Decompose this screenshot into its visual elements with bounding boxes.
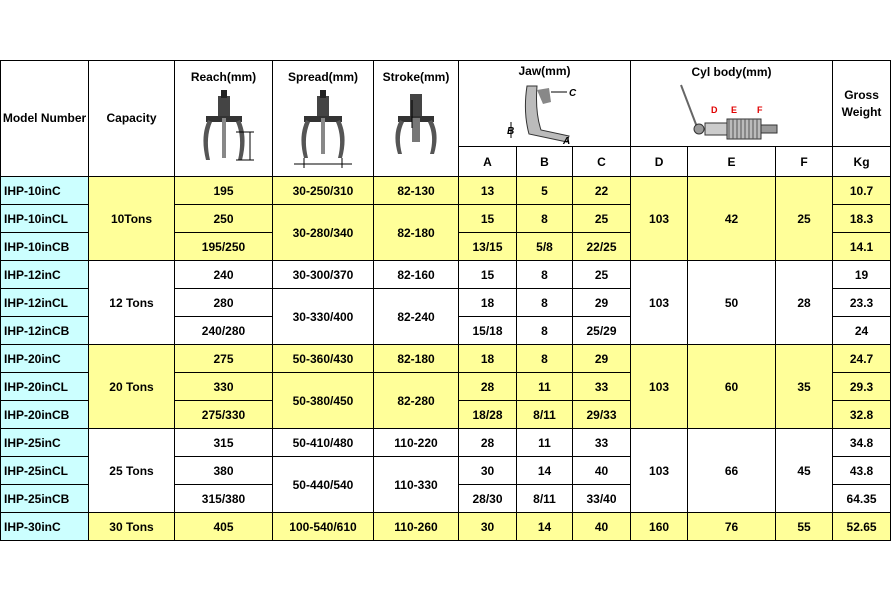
weight-cell: 10.7 — [833, 177, 891, 205]
jaw-b-cell: 5/8 — [517, 233, 573, 261]
jaw-label-c: C — [568, 88, 576, 99]
stroke-cell: 82-180 — [374, 205, 459, 261]
jaw-b-cell: 8 — [517, 289, 573, 317]
table-row — [1, 345, 891, 373]
reach-cell: 380 — [175, 457, 273, 485]
header-capacity-label: Capacity — [106, 111, 157, 125]
subheader-e: E — [688, 147, 776, 177]
jaw-label-a: A — [562, 136, 570, 147]
jaw-a-cell: 28 — [459, 373, 517, 401]
jaw-b-cell: 8 — [517, 317, 573, 345]
jaw-a-cell: 28/30 — [459, 485, 517, 513]
model-cell: IHP-10inCL — [1, 205, 89, 233]
cyl-f-cell: 28 — [776, 261, 833, 345]
jaw-a-cell: 18/28 — [459, 401, 517, 429]
reach-cell: 250 — [175, 205, 273, 233]
model-cell: IHP-20inC — [1, 345, 89, 373]
spread-cell: 30-250/310 — [273, 177, 374, 205]
jaw-c-cell: 25/29 — [573, 317, 631, 345]
cyl-e-cell: 60 — [688, 345, 776, 429]
header-reach-label: Reach(mm) — [190, 70, 257, 84]
reach-cell: 240 — [175, 261, 273, 289]
jaw-a-cell: 30 — [459, 513, 517, 541]
jaw-a-cell: 13/15 — [459, 233, 517, 261]
spread-cell: 50-410/480 — [273, 429, 374, 457]
stroke-cell: 110-260 — [374, 513, 459, 541]
jaw-c-cell: 40 — [573, 513, 631, 541]
spec-table — [0, 60, 891, 541]
jaw-c-cell: 33 — [573, 429, 631, 457]
jaw-a-cell: 13 — [459, 177, 517, 205]
stroke-cell: 82-240 — [374, 289, 459, 345]
subheader-a: A — [459, 147, 517, 177]
jaw-c-cell: 40 — [573, 457, 631, 485]
model-cell: IHP-20inCB — [1, 401, 89, 429]
jaw-b-cell: 11 — [517, 373, 573, 401]
jaw-c-cell: 29 — [573, 345, 631, 373]
header-model — [1, 61, 89, 177]
cyl-e-cell: 42 — [688, 177, 776, 261]
jaw-a-cell: 18 — [459, 289, 517, 317]
cylinder-diagram-icon — [677, 83, 787, 145]
table-row — [1, 177, 891, 205]
weight-cell: 23.3 — [833, 289, 891, 317]
reach-cell: 330 — [175, 373, 273, 401]
header-capacity — [89, 61, 175, 177]
model-cell: IHP-20inCL — [1, 373, 89, 401]
cyl-label-f: F — [756, 105, 763, 115]
jaw-c-cell: 33 — [573, 373, 631, 401]
header-row — [1, 61, 891, 147]
subheader-d: D — [631, 147, 688, 177]
weight-cell: 18.3 — [833, 205, 891, 233]
header-cyl-body — [631, 61, 833, 147]
model-cell: IHP-12inCL — [1, 289, 89, 317]
cyl-d-cell: 103 — [631, 429, 688, 513]
reach-cell: 240/280 — [175, 317, 273, 345]
model-cell: IHP-10inC — [1, 177, 89, 205]
reach-cell: 275/330 — [175, 401, 273, 429]
jaw-c-cell: 22 — [573, 177, 631, 205]
model-cell: IHP-10inCB — [1, 233, 89, 261]
reach-diagram-icon — [192, 88, 256, 170]
jaw-b-cell: 5 — [517, 177, 573, 205]
jaw-c-cell: 29/33 — [573, 401, 631, 429]
header-stroke-label: Stroke(mm) — [382, 70, 450, 84]
header-jaw-label: Jaw(mm) — [518, 64, 571, 78]
capacity-cell: 25 Tons — [89, 429, 175, 513]
model-cell: IHP-25inC — [1, 429, 89, 457]
subheader-kg: Kg — [833, 147, 891, 177]
header-cyl-body-label: Cyl body(mm) — [691, 65, 772, 79]
reach-cell: 195 — [175, 177, 273, 205]
table-row — [1, 429, 891, 457]
capacity-cell: 10Tons — [89, 177, 175, 261]
cyl-d-cell: 103 — [631, 177, 688, 261]
header-reach — [175, 61, 273, 177]
stroke-cell: 110-330 — [374, 457, 459, 513]
spread-cell: 30-280/340 — [273, 205, 374, 261]
cyl-e-cell: 76 — [688, 513, 776, 541]
cyl-f-cell: 55 — [776, 513, 833, 541]
weight-cell: 32.8 — [833, 401, 891, 429]
jaw-label-b: B — [506, 126, 514, 137]
cyl-e-cell: 50 — [688, 261, 776, 345]
jaw-c-cell: 33/40 — [573, 485, 631, 513]
header-spread-label: Spread(mm) — [287, 70, 358, 84]
stroke-cell: 110-220 — [374, 429, 459, 457]
reach-cell: 405 — [175, 513, 273, 541]
weight-cell: 24.7 — [833, 345, 891, 373]
subheader-b: B — [517, 147, 573, 177]
header-model-label: Model Number — [2, 111, 87, 125]
header-gross-weight-label: Gross Weight — [841, 87, 882, 119]
jaw-a-cell: 28 — [459, 429, 517, 457]
model-cell: IHP-25inCB — [1, 485, 89, 513]
reach-cell: 280 — [175, 289, 273, 317]
subheader-f: F — [776, 147, 833, 177]
stroke-cell: 82-280 — [374, 373, 459, 429]
jaw-a-cell: 15 — [459, 261, 517, 289]
jaw-a-cell: 30 — [459, 457, 517, 485]
jaw-a-cell: 18 — [459, 345, 517, 373]
header-stroke — [374, 61, 459, 177]
weight-cell: 14.1 — [833, 233, 891, 261]
jaw-b-cell: 8 — [517, 345, 573, 373]
jaw-a-cell: 15/18 — [459, 317, 517, 345]
spread-cell: 50-360/430 — [273, 345, 374, 373]
model-cell: IHP-30inC — [1, 513, 89, 541]
capacity-cell: 20 Tons — [89, 345, 175, 429]
cyl-d-cell: 103 — [631, 261, 688, 345]
reach-cell: 275 — [175, 345, 273, 373]
header-jaw — [459, 61, 631, 147]
model-cell: IHP-12inCB — [1, 317, 89, 345]
spread-cell: 50-380/450 — [273, 373, 374, 429]
weight-cell: 64.35 — [833, 485, 891, 513]
weight-cell: 19 — [833, 261, 891, 289]
capacity-cell: 12 Tons — [89, 261, 175, 345]
table-row — [1, 513, 891, 541]
weight-cell: 34.8 — [833, 429, 891, 457]
jaw-b-cell: 8/11 — [517, 401, 573, 429]
cyl-label-e: E — [730, 105, 737, 115]
jaw-b-cell: 14 — [517, 457, 573, 485]
cyl-d-cell: 160 — [631, 513, 688, 541]
model-cell: IHP-12inC — [1, 261, 89, 289]
jaw-c-cell: 29 — [573, 289, 631, 317]
weight-cell: 52.65 — [833, 513, 891, 541]
header-spread — [273, 61, 374, 177]
reach-cell: 195/250 — [175, 233, 273, 261]
jaw-a-cell: 15 — [459, 205, 517, 233]
spread-cell: 100-540/610 — [273, 513, 374, 541]
jaw-b-cell: 8 — [517, 205, 573, 233]
stroke-diagram-icon — [386, 88, 446, 170]
jaw-c-cell: 25 — [573, 261, 631, 289]
jaw-c-cell: 22/25 — [573, 233, 631, 261]
weight-cell: 24 — [833, 317, 891, 345]
jaw-b-cell: 14 — [517, 513, 573, 541]
jaw-diagram-icon — [507, 82, 583, 146]
spread-cell: 30-300/370 — [273, 261, 374, 289]
capacity-cell: 30 Tons — [89, 513, 175, 541]
reach-cell: 315/380 — [175, 485, 273, 513]
cyl-f-cell: 25 — [776, 177, 833, 261]
weight-cell: 43.8 — [833, 457, 891, 485]
cyl-f-cell: 45 — [776, 429, 833, 513]
spread-cell: 50-440/540 — [273, 457, 374, 513]
table-row — [1, 261, 891, 289]
weight-cell: 29.3 — [833, 373, 891, 401]
header-gross-weight — [833, 61, 891, 147]
jaw-b-cell: 8 — [517, 261, 573, 289]
spread-diagram-icon — [290, 88, 356, 170]
stroke-cell: 82-130 — [374, 177, 459, 205]
cyl-d-cell: 103 — [631, 345, 688, 429]
jaw-c-cell: 25 — [573, 205, 631, 233]
cyl-e-cell: 66 — [688, 429, 776, 513]
subheader-c: C — [573, 147, 631, 177]
cyl-label-d: D — [710, 105, 718, 115]
stroke-cell: 82-160 — [374, 261, 459, 289]
spread-cell: 30-330/400 — [273, 289, 374, 345]
cyl-f-cell: 35 — [776, 345, 833, 429]
jaw-b-cell: 11 — [517, 429, 573, 457]
jaw-b-cell: 8/11 — [517, 485, 573, 513]
stroke-cell: 82-180 — [374, 345, 459, 373]
model-cell: IHP-25inCL — [1, 457, 89, 485]
reach-cell: 315 — [175, 429, 273, 457]
